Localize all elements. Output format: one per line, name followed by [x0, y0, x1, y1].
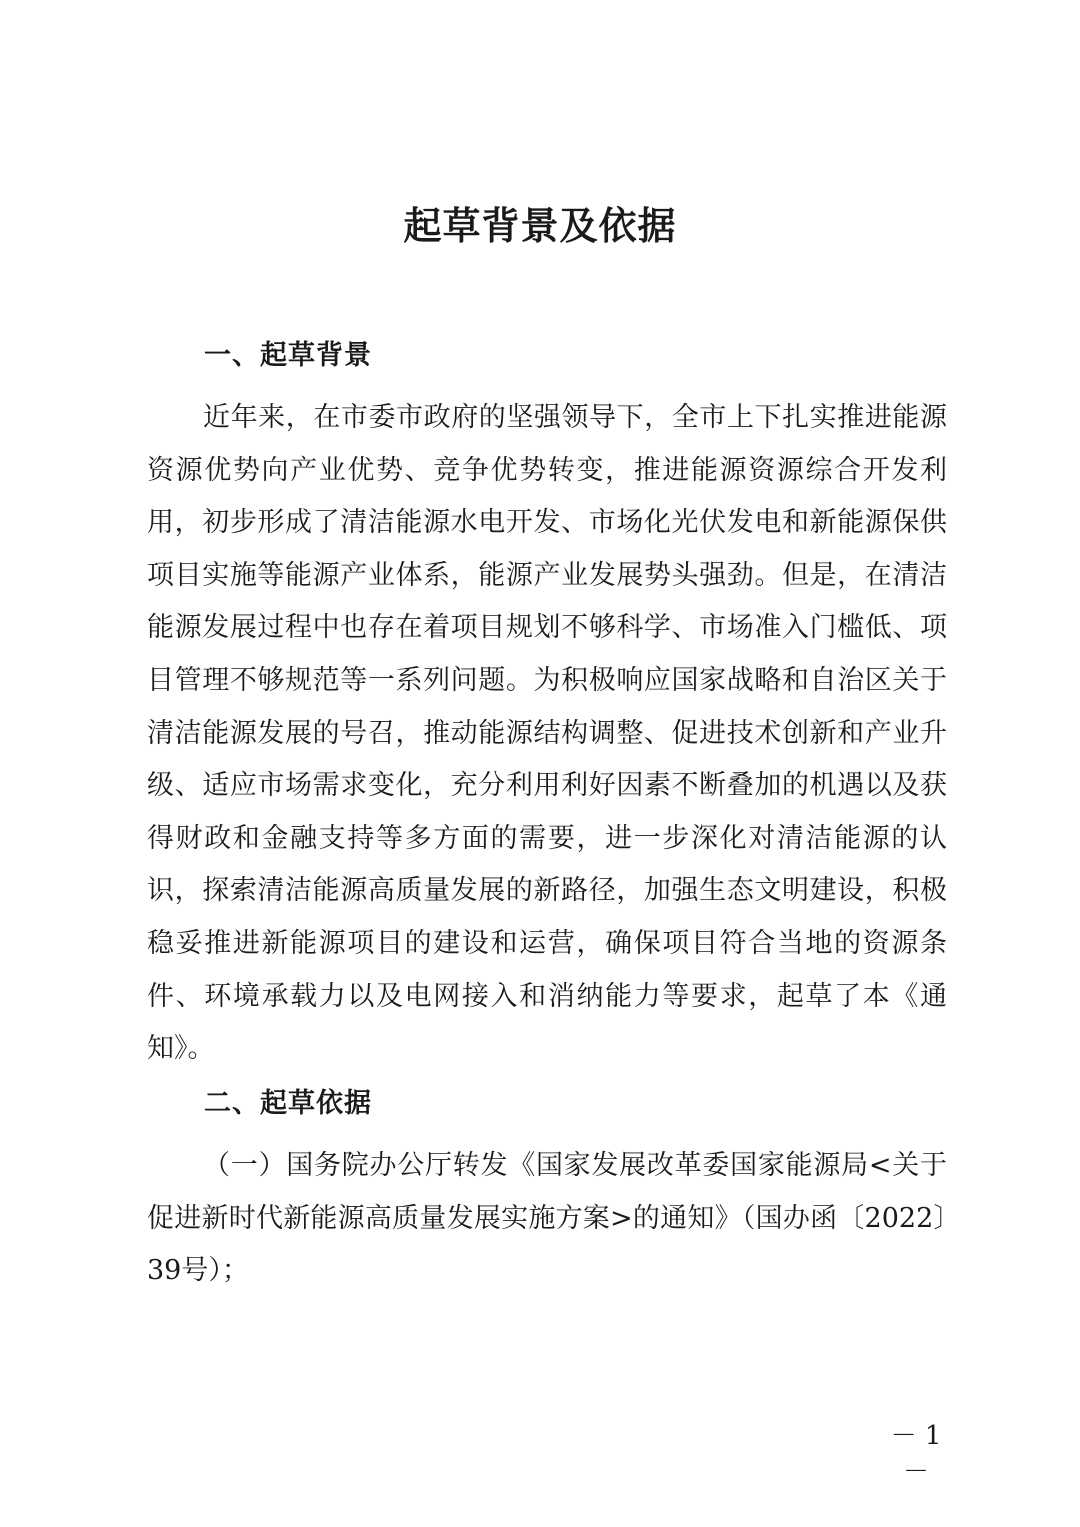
page-number: － 1 － [890, 1421, 942, 1487]
section-paragraph-basis: （一）国务院办公厅转发《国家发展改革委国家能源局<关于促进新时代新能源高质量发展实施方案>的通知》（国办函〔2022〕39号）； [147, 1150, 947, 1287]
section-paragraph-background: 近年来，在市委市政府的坚强领导下，全市上下扎实推进能源资源优势向产业优势、竞争优势转变，推进能源资源综合开发利用，初步形成了清洁能源水电开发、市场化光伏发电和新能源保供项目实施等能源产业体系，能源产业发展势头强劲。但是，在清洁能源发展过程中也存在着项目规划不够科学、市场准入门槛低、项目管理不够规范等一系列问题。为积极响应国家战略和自治区关于清洁能源发展的号召，推动能源结构调整、促进技术创新和产业升级、适应市场需求变化，充分利用利好因素不断叠加的机遇以及获得财政和金融支持等多方面的需要，进一步深化对清洁能源的认识，探索清洁能源高质量发展的新路径，加强生态文明建设，积极稳妥推进新能源项目的建设和运营，确保项目符合当地的资源条件、环境承载力以及电网接入和消纳能力等要求，起草了本《通知》。 [147, 402, 947, 1065]
section-heading-background: 一、起草背景 [204, 340, 372, 371]
document-title: 起草背景及依据 [403, 204, 677, 248]
section-heading-basis: 二、起草依据 [204, 1088, 372, 1119]
